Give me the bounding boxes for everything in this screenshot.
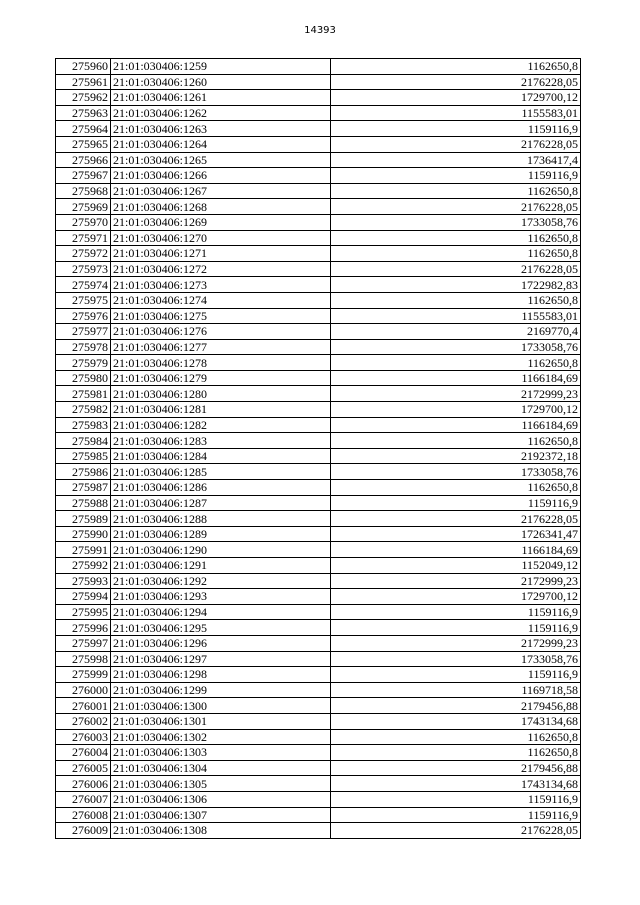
cadastral-value-cell: 1162650,8 [331,433,581,449]
cadastral-value-cell: 1159116,9 [331,604,581,620]
cadastral-number-cell: 21:01:030406:1294 [111,604,331,620]
cadastral-number-cell: 21:01:030406:1308 [111,823,331,839]
row-number-cell: 275977 [56,324,111,340]
cadastral-number-cell: 21:01:030406:1305 [111,776,331,792]
row-number-cell: 276003 [56,729,111,745]
cadastral-value-cell: 1159116,9 [331,121,581,137]
row-number-cell: 275989 [56,511,111,527]
cadastral-number-cell: 21:01:030406:1292 [111,573,331,589]
row-number-cell: 275969 [56,199,111,215]
cadastral-number-cell: 21:01:030406:1259 [111,59,331,75]
cadastral-number-cell: 21:01:030406:1282 [111,417,331,433]
cadastral-number-cell: 21:01:030406:1297 [111,651,331,667]
cadastral-number-cell: 21:01:030406:1290 [111,542,331,558]
cadastral-value-cell: 1166184,69 [331,417,581,433]
row-number-cell: 275974 [56,277,111,293]
row-number-cell: 276005 [56,760,111,776]
row-number-cell: 275979 [56,355,111,371]
cadastral-number-cell: 21:01:030406:1303 [111,745,331,761]
cadastral-value-cell: 1159116,9 [331,620,581,636]
row-number-cell: 275976 [56,308,111,324]
cadastral-value-cell: 2179456,88 [331,698,581,714]
table-row [56,417,581,433]
cadastral-value-table [55,58,581,839]
cadastral-number-cell: 21:01:030406:1296 [111,635,331,651]
table-row [56,526,581,542]
row-number-cell: 275961 [56,74,111,90]
row-number-cell: 276000 [56,682,111,698]
table-row [56,199,581,215]
table-row [56,168,581,184]
table-row [56,620,581,636]
cadastral-value-cell: 1726341,47 [331,526,581,542]
row-number-cell: 275963 [56,105,111,121]
cadastral-number-cell: 21:01:030406:1268 [111,199,331,215]
row-number-cell: 275986 [56,464,111,480]
cadastral-value-cell: 2176228,05 [331,199,581,215]
cadastral-value-cell: 1162650,8 [331,230,581,246]
cadastral-value-cell: 2176228,05 [331,511,581,527]
table-body [56,59,581,839]
row-number-cell: 275962 [56,90,111,106]
cadastral-value-cell: 2176228,05 [331,136,581,152]
table-row [56,760,581,776]
row-number-cell: 275985 [56,448,111,464]
cadastral-number-cell: 21:01:030406:1265 [111,152,331,168]
cadastral-value-cell: 1166184,69 [331,542,581,558]
row-number-cell: 275978 [56,339,111,355]
cadastral-number-cell: 21:01:030406:1278 [111,355,331,371]
table-row [56,433,581,449]
row-number-cell: 275982 [56,402,111,418]
cadastral-number-cell: 21:01:030406:1293 [111,589,331,605]
row-number-cell: 275997 [56,635,111,651]
cadastral-value-cell: 1729700,12 [331,402,581,418]
cadastral-number-cell: 21:01:030406:1289 [111,526,331,542]
cadastral-value-cell: 1169718,58 [331,682,581,698]
cadastral-number-cell: 21:01:030406:1301 [111,713,331,729]
table-row [56,402,581,418]
cadastral-value-cell: 1155583,01 [331,105,581,121]
cadastral-value-cell: 1743134,68 [331,713,581,729]
cadastral-value-cell: 1722982,83 [331,277,581,293]
row-number-cell: 275960 [56,59,111,75]
cadastral-number-cell: 21:01:030406:1270 [111,230,331,246]
cadastral-value-cell: 1743134,68 [331,776,581,792]
table-row [56,464,581,480]
table-row [56,136,581,152]
cadastral-value-cell: 1162650,8 [331,480,581,496]
cadastral-number-cell: 21:01:030406:1262 [111,105,331,121]
table-row [56,90,581,106]
table-row [56,667,581,683]
cadastral-number-cell: 21:01:030406:1266 [111,168,331,184]
row-number-cell: 275972 [56,246,111,262]
cadastral-value-cell: 1736417,4 [331,152,581,168]
cadastral-value-cell: 1162650,8 [331,355,581,371]
cadastral-number-cell: 21:01:030406:1263 [111,121,331,137]
row-number-cell: 275994 [56,589,111,605]
row-number-cell: 275984 [56,433,111,449]
table-row [56,59,581,75]
row-number-cell: 276001 [56,698,111,714]
table-row [56,370,581,386]
cadastral-number-cell: 21:01:030406:1267 [111,183,331,199]
table-row [56,480,581,496]
cadastral-number-cell: 21:01:030406:1269 [111,214,331,230]
cadastral-value-cell: 1159116,9 [331,667,581,683]
cadastral-value-cell: 1729700,12 [331,90,581,106]
table-row [56,823,581,839]
cadastral-value-cell: 2169770,4 [331,324,581,340]
cadastral-number-cell: 21:01:030406:1277 [111,339,331,355]
row-number-cell: 275987 [56,480,111,496]
table-row [56,214,581,230]
cadastral-value-cell: 1733058,76 [331,214,581,230]
row-number-cell: 276006 [56,776,111,792]
row-number-cell: 276008 [56,807,111,823]
row-number-cell: 276002 [56,713,111,729]
cadastral-value-cell: 1733058,76 [331,651,581,667]
cadastral-number-cell: 21:01:030406:1283 [111,433,331,449]
cadastral-value-cell: 1733058,76 [331,464,581,480]
cadastral-value-cell: 1152049,12 [331,558,581,574]
table-row [56,74,581,90]
row-number-cell: 275991 [56,542,111,558]
cadastral-value-cell: 1159116,9 [331,807,581,823]
table-row [56,261,581,277]
cadastral-number-cell: 21:01:030406:1295 [111,620,331,636]
cadastral-value-cell: 1162650,8 [331,729,581,745]
table-row [56,246,581,262]
table-row [56,542,581,558]
table-row [56,308,581,324]
table-row [56,152,581,168]
cadastral-number-cell: 21:01:030406:1302 [111,729,331,745]
table-row [56,776,581,792]
cadastral-number-cell: 21:01:030406:1291 [111,558,331,574]
cadastral-value-cell: 1159116,9 [331,495,581,511]
table-row [56,713,581,729]
cadastral-value-cell: 2176228,05 [331,74,581,90]
cadastral-value-cell: 1162650,8 [331,292,581,308]
row-number-cell: 275975 [56,292,111,308]
cadastral-value-cell: 1729700,12 [331,589,581,605]
cadastral-value-cell: 1159116,9 [331,168,581,184]
cadastral-number-cell: 21:01:030406:1288 [111,511,331,527]
row-number-cell: 275992 [56,558,111,574]
row-number-cell: 275967 [56,168,111,184]
cadastral-value-cell: 1733058,76 [331,339,581,355]
cadastral-value-cell: 1162650,8 [331,246,581,262]
row-number-cell: 275973 [56,261,111,277]
row-number-cell: 275983 [56,417,111,433]
row-number-cell: 275980 [56,370,111,386]
row-number-cell: 275996 [56,620,111,636]
cadastral-number-cell: 21:01:030406:1304 [111,760,331,776]
cadastral-value-cell: 2176228,05 [331,261,581,277]
table-row [56,495,581,511]
cadastral-number-cell: 21:01:030406:1281 [111,402,331,418]
table-row [56,448,581,464]
table-row [56,511,581,527]
cadastral-value-cell: 2179456,88 [331,760,581,776]
table-row [56,807,581,823]
row-number-cell: 275971 [56,230,111,246]
table-row [56,682,581,698]
cadastral-number-cell: 21:01:030406:1306 [111,791,331,807]
table-row [56,698,581,714]
cadastral-number-cell: 21:01:030406:1272 [111,261,331,277]
table-row [56,355,581,371]
table-row [56,558,581,574]
table-row [56,604,581,620]
cadastral-value-cell: 2176228,05 [331,823,581,839]
table-row [56,651,581,667]
table-row [56,105,581,121]
cadastral-number-cell: 21:01:030406:1300 [111,698,331,714]
row-number-cell: 276004 [56,745,111,761]
row-number-cell: 275990 [56,526,111,542]
cadastral-number-cell: 21:01:030406:1273 [111,277,331,293]
row-number-cell: 275968 [56,183,111,199]
row-number-cell: 275998 [56,651,111,667]
table-row [56,729,581,745]
cadastral-number-cell: 21:01:030406:1261 [111,90,331,106]
row-number-cell: 276007 [56,791,111,807]
table-row [56,386,581,402]
cadastral-number-cell: 21:01:030406:1276 [111,324,331,340]
cadastral-number-cell: 21:01:030406:1298 [111,667,331,683]
row-number-cell: 275965 [56,136,111,152]
table-row [56,277,581,293]
row-number-cell: 275995 [56,604,111,620]
table-row [56,573,581,589]
table-row [56,324,581,340]
row-number-cell: 275964 [56,121,111,137]
cadastral-value-cell: 1162650,8 [331,745,581,761]
cadastral-number-cell: 21:01:030406:1271 [111,246,331,262]
cadastral-value-cell: 1155583,01 [331,308,581,324]
row-number-cell: 275999 [56,667,111,683]
table-row [56,745,581,761]
table-row [56,230,581,246]
table-row [56,183,581,199]
cadastral-value-cell: 1166184,69 [331,370,581,386]
table-row [56,589,581,605]
cadastral-number-cell: 21:01:030406:1286 [111,480,331,496]
cadastral-number-cell: 21:01:030406:1307 [111,807,331,823]
row-number-cell: 275966 [56,152,111,168]
row-number-cell: 275988 [56,495,111,511]
cadastral-number-cell: 21:01:030406:1285 [111,464,331,480]
row-number-cell: 275970 [56,214,111,230]
cadastral-number-cell: 21:01:030406:1284 [111,448,331,464]
table-row [56,791,581,807]
cadastral-value-cell: 2172999,23 [331,386,581,402]
table-row [56,339,581,355]
cadastral-number-cell: 21:01:030406:1275 [111,308,331,324]
row-number-cell: 275981 [56,386,111,402]
row-number-cell: 276009 [56,823,111,839]
row-number-cell: 275993 [56,573,111,589]
table-row [56,635,581,651]
cadastral-number-cell: 21:01:030406:1299 [111,682,331,698]
table-row [56,121,581,137]
cadastral-number-cell: 21:01:030406:1260 [111,74,331,90]
cadastral-value-cell: 1162650,8 [331,183,581,199]
cadastral-value-cell: 2192372,18 [331,448,581,464]
cadastral-value-cell: 2172999,23 [331,635,581,651]
table-row [56,292,581,308]
cadastral-number-cell: 21:01:030406:1264 [111,136,331,152]
cadastral-number-cell: 21:01:030406:1287 [111,495,331,511]
cadastral-value-cell: 1159116,9 [331,791,581,807]
cadastral-value-cell: 2172999,23 [331,573,581,589]
cadastral-number-cell: 21:01:030406:1280 [111,386,331,402]
cadastral-number-cell: 21:01:030406:1274 [111,292,331,308]
cadastral-number-cell: 21:01:030406:1279 [111,370,331,386]
page-number: 14393 [304,25,336,36]
cadastral-value-cell: 1162650,8 [331,59,581,75]
